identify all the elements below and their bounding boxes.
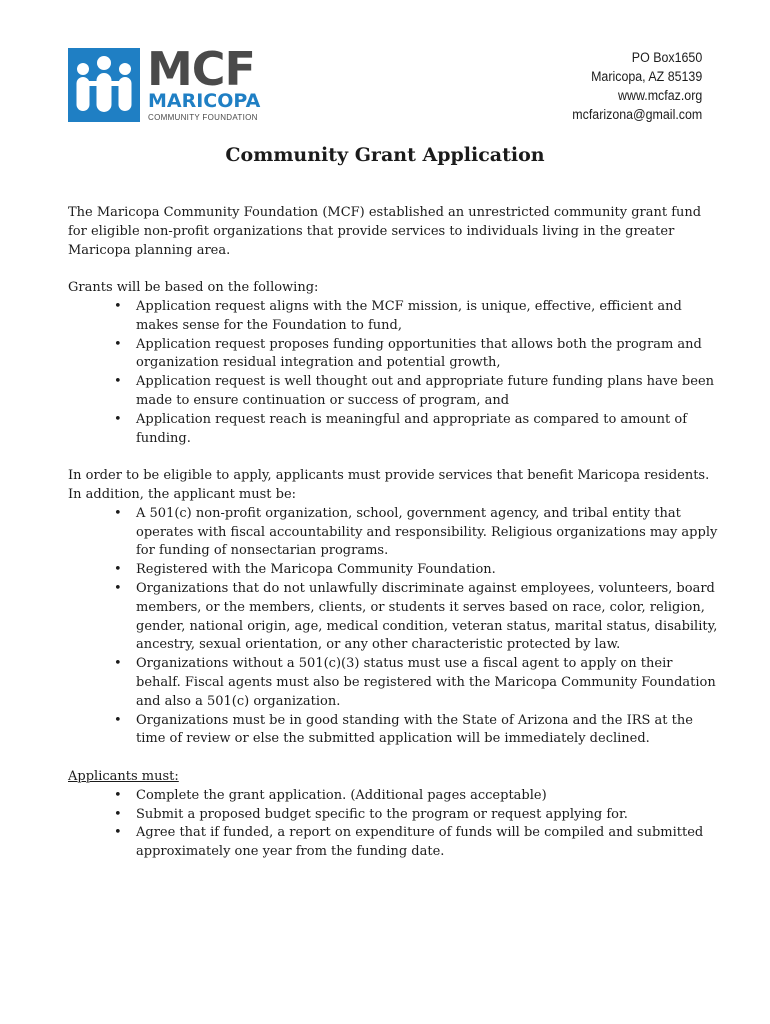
logo-subtitle: MARICOPA: [148, 90, 261, 112]
list-item: • Organizations without a 501(c)(3) status must use a fiscal agent to apply on their behalf. Fiscal agents must also be registered with the Maricopa Community Foundation and also a 501(c) organization.: [68, 655, 718, 711]
criteria-list: [68, 298, 718, 448]
list-item: • Complete the grant application. (Additional pages acceptable): [68, 787, 718, 806]
list-item: • Organizations must be in good standing with the State of Arizona and the IRS at the time of review or else the submitted application will be immediately declined.: [68, 712, 718, 750]
document-body: [68, 204, 718, 862]
list-item: • Application request aligns with the MCF mission, is unique, effective, efficient and makes sense for the Foundation to fund,: [68, 298, 718, 336]
eligibility-heading: In order to be eligible to apply, applicants must provide services that benefit Maricopa residents. In addition, the applicant must be:: [68, 468, 710, 502]
list-item: • Registered with the Maricopa Community Foundation.: [68, 561, 718, 580]
list-item: • Application request proposes funding opportunities that allows both the program and organization residual integration and potential growth,: [68, 336, 718, 374]
list-item: • Application request reach is meaningful and appropriate as compared to amount of funding.: [68, 411, 718, 449]
logo-title: MCF: [147, 42, 255, 96]
people-icon: [68, 48, 140, 122]
list-item: • A 501(c) non-profit organization, school, government agency, and tribal entity that operates with fiscal accountability and responsibility. Religious organizations may apply for funding of nonsectarian programs.: [68, 505, 718, 561]
list-item: • Submit a proposed budget specific to the program or request applying for.: [68, 806, 718, 825]
contact-po-box: PO Box1650: [631, 50, 702, 65]
eligibility-list: [68, 505, 718, 749]
intro-paragraph: The Maricopa Community Foundation (MCF) established an unrestricted community grant fund for eligible non-profit organizations that provide services to individuals living in the greater Maricopa planning area.: [68, 205, 702, 258]
contact-email[interactable]: mcfarizona@gmail.com: [572, 107, 702, 122]
applicants-list: [68, 787, 718, 862]
contact-city: Maricopa, AZ 85139: [590, 69, 702, 84]
criteria-heading: Grants will be based on the following:: [68, 280, 319, 296]
logo-tagline: COMMUNITY FOUNDATION: [148, 113, 258, 122]
page-title: Community Grant Application: [225, 144, 545, 166]
list-item: • Application request is well thought out and appropriate future funding plans have been made to ensure continuation or success of program, and: [68, 373, 718, 411]
contact-block: [572, 48, 702, 124]
list-item: • Organizations that do not unlawfully discriminate against employees, volunteers, board members, or the members, clients, or students it serves based on race, color, religion, gender, national origin, age, medical condition, veteran status, marital status, disability, ancestry, sexual orientation, or any other characteristic protected by law.: [68, 580, 718, 655]
contact-website[interactable]: www.mcfaz.org: [617, 88, 702, 103]
mcf-logo: [68, 42, 268, 124]
list-item: • Agree that if funded, a report on expenditure of funds will be compiled and submitted approximately one year from the funding date.: [68, 824, 718, 862]
applicants-heading: Applicants must:: [68, 768, 179, 784]
